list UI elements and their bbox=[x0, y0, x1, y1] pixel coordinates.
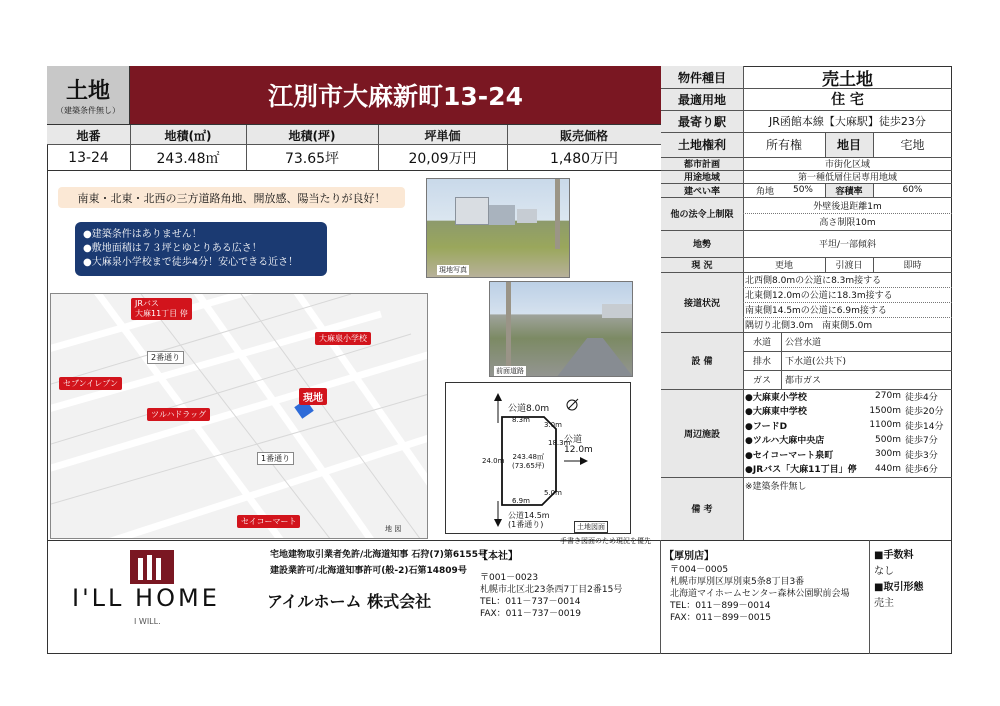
address-title: 江別市大麻新町13-24 bbox=[130, 66, 661, 125]
hq-line: TEL：011－737－0014 bbox=[480, 597, 581, 607]
site-photo bbox=[426, 178, 570, 278]
nearby-walk: 徒歩7分 bbox=[905, 436, 938, 446]
nearby-name: ●フードD bbox=[745, 421, 788, 432]
land-type-box bbox=[47, 66, 130, 125]
nearby-distance: 440m bbox=[875, 463, 901, 474]
highlight-bullets bbox=[75, 222, 327, 276]
survey-caption: 土地図面 bbox=[574, 521, 608, 533]
coverage-value: 50% bbox=[792, 185, 813, 195]
survey-diagram bbox=[445, 382, 631, 534]
map-tag-tsuruha: ツルハドラッグ bbox=[147, 408, 210, 421]
chimoku-value: 宅地 bbox=[900, 138, 925, 152]
nearby-name: ●大麻東中学校 bbox=[745, 407, 807, 417]
deal-value: 売主 bbox=[874, 598, 894, 609]
road-photo bbox=[489, 281, 633, 377]
chimoku-label: 地目 bbox=[825, 132, 873, 157]
highlight-bullet: ●敷地面積は７３坪とゆとりある広さ！ bbox=[83, 243, 262, 254]
summary-area-tsubo: 73.65坪 bbox=[284, 151, 340, 167]
road-corner-cut: 隅切り北側3.0m 南東側5.0m bbox=[745, 321, 873, 331]
fee-value: なし bbox=[874, 566, 894, 577]
road-label: 接道状況 bbox=[661, 272, 743, 332]
company-name: アイルホーム 株式会社 bbox=[267, 592, 432, 611]
nearby-name: ●ツルハ大麻中央店 bbox=[745, 436, 825, 446]
status-value: 更地 bbox=[774, 261, 793, 271]
nearby-distance: 270m bbox=[875, 391, 901, 401]
utility-value: 下水道(公共下) bbox=[785, 357, 847, 367]
survey-right-road: 公道 12.0m bbox=[564, 435, 593, 455]
site-photo-caption: 現地写真 bbox=[439, 266, 467, 274]
hq-line: 札幌市北区北23条西7丁目2番15号 bbox=[480, 585, 623, 595]
summary-price: 1,480万円 bbox=[549, 151, 619, 167]
city-plan-label: 都市計画 bbox=[661, 157, 743, 170]
terrain-label: 地勢 bbox=[661, 230, 743, 257]
map-footer-label: 地 図 bbox=[385, 525, 402, 533]
zoning-value: 第一種低層住居専用地域 bbox=[797, 173, 897, 183]
survey-bottom-edge: 6.9m bbox=[512, 497, 530, 505]
map-tag-school: 大麻泉小学校 bbox=[315, 332, 371, 345]
road-southeast: 南東側14.5mの公道に6.9m接する bbox=[745, 306, 887, 316]
survey-left-edge: 24.0m bbox=[482, 457, 505, 465]
summary-header-lot: 地番 bbox=[76, 128, 101, 143]
rights-value: 所有権 bbox=[765, 138, 802, 152]
land-label: 土地 bbox=[65, 79, 110, 104]
survey-top-edge: 8.3m bbox=[512, 416, 530, 424]
company-logo-sub: I WILL. bbox=[134, 617, 161, 626]
city-plan-value: 市街化区域 bbox=[824, 160, 870, 170]
license-realestate: 宅地建物取引業者免許/北海道知事 石狩(7)第6155号 bbox=[270, 550, 487, 560]
map-street-1: 1番通り bbox=[257, 452, 294, 465]
branch-line: FAX：011－899－0015 bbox=[670, 613, 771, 623]
company-logo-mark bbox=[130, 550, 174, 584]
branch-label: 【厚別店】 bbox=[664, 551, 714, 562]
handover-value: 即時 bbox=[903, 261, 922, 271]
best-use-label: 最適用地 bbox=[661, 88, 743, 110]
summary-header-unit-price: 坪単価 bbox=[424, 128, 461, 143]
land-sub-label: （建築条件無し） bbox=[56, 106, 120, 115]
branch-line: 〒004－0005 bbox=[670, 565, 729, 575]
road-photo-caption: 前面道路 bbox=[496, 367, 524, 375]
utility-name: ガス bbox=[752, 376, 771, 386]
summary-area-m2: 243.48㎡ bbox=[156, 151, 220, 167]
summary-header-row bbox=[47, 125, 661, 145]
map-tag-seico: セイコーマート bbox=[237, 515, 300, 528]
survey-corner-north: 3.0m bbox=[544, 421, 562, 429]
summary-lot: 13-24 bbox=[68, 150, 109, 166]
nearby-name: ●大麻東小学校 bbox=[745, 392, 807, 403]
survey-top-road: 公道8.0m bbox=[508, 404, 550, 414]
nearby-distance: 300m bbox=[875, 449, 901, 459]
summary-header-area-m2: 地積(㎡) bbox=[164, 128, 212, 143]
regs-height: 高さ制限10m bbox=[819, 218, 876, 228]
location-map bbox=[50, 293, 428, 539]
highlight-banner: 南東・北東・北西の三方道路角地、開放感、陽当たりが良好！ bbox=[58, 187, 405, 208]
fee-label: ■手数料 bbox=[874, 550, 914, 561]
road-northwest: 北西側8.0mの公道に8.3m接する bbox=[745, 276, 882, 286]
zoning-label: 用途地域 bbox=[661, 170, 743, 183]
nearby-distance: 500m bbox=[875, 434, 901, 445]
facility-label: 設 備 bbox=[661, 332, 743, 389]
far-value: 60% bbox=[902, 185, 923, 195]
highlight-bullet: ●建築条件はありません！ bbox=[83, 229, 202, 240]
hq-line: FAX：011－737－0019 bbox=[480, 609, 581, 619]
company-logo-text: I'LL HOME bbox=[72, 584, 220, 612]
nearby-walk: 徒歩4分 bbox=[905, 392, 938, 403]
summary-header-area-tsubo: 地積(坪) bbox=[288, 128, 336, 143]
station-value: JR函館本線【大麻駅】徒歩23分 bbox=[769, 115, 926, 128]
terrain-value: 平坦/一部傾斜 bbox=[818, 240, 877, 250]
regs-setback: 外壁後退距離1m bbox=[813, 201, 882, 212]
nearby-name: ●セイコーマート泉町 bbox=[745, 450, 834, 461]
utility-name: 排水 bbox=[752, 357, 771, 367]
coverage-corner: 角地 bbox=[755, 186, 774, 197]
nearby-distance: 1100m bbox=[869, 420, 901, 430]
status-label: 現 況 bbox=[661, 257, 743, 272]
nearby-walk: 徒歩6分 bbox=[905, 465, 938, 475]
summary-header-price: 販売価格 bbox=[559, 128, 608, 143]
nearby-walk: 徒歩14分 bbox=[905, 421, 944, 432]
nearby-walk: 徒歩3分 bbox=[905, 450, 938, 461]
remarks-value: ※建築条件無し bbox=[745, 481, 807, 492]
best-use-value: 住 宅 bbox=[831, 92, 864, 108]
utility-name: 水道 bbox=[752, 338, 771, 348]
road-northeast: 北東側12.0mの公道に18.3m接する bbox=[745, 291, 893, 301]
branch-line: 北海道マイホームセンター森林公園駅前会場 bbox=[670, 589, 850, 599]
survey-corner-south: 5.0m bbox=[544, 489, 562, 497]
summary-value-row bbox=[47, 146, 661, 170]
license-construction: 建設業許可/北海道知事許可(般-2)石第14809号 bbox=[270, 566, 467, 576]
nearby-label: 周辺施設 bbox=[661, 389, 743, 477]
nearby-walk: 徒歩20分 bbox=[905, 407, 944, 417]
nearby-name: ●JRバス「大麻11丁目」停 bbox=[745, 465, 857, 475]
far-label: 容積率 bbox=[825, 183, 873, 197]
rights-label: 土地権利 bbox=[661, 132, 743, 157]
map-street-2: 2番通り bbox=[147, 351, 184, 364]
branch-line: TEL：011－899－0014 bbox=[670, 601, 771, 611]
branch-address bbox=[670, 564, 849, 624]
station-label: 最寄り駅 bbox=[661, 110, 743, 132]
map-tag-site: 現地 bbox=[299, 388, 327, 405]
map-tag-bus: JRバス 大麻11丁目 停 bbox=[131, 298, 192, 320]
handover-label: 引渡日 bbox=[835, 261, 863, 271]
survey-bottom-road: 公道14.5m (1番通り) bbox=[508, 511, 550, 529]
coverage-label: 建ぺい率 bbox=[661, 183, 743, 197]
map-roads bbox=[51, 294, 428, 539]
highlight-bullet: ●大麻泉小学校まで徒歩4分！安心できる近さ！ bbox=[83, 257, 299, 268]
branch-line: 札幌市厚別区厚別東5条8丁目3番 bbox=[670, 577, 805, 587]
utility-value: 公営水道 bbox=[785, 338, 822, 348]
hq-line: 〒001－0023 bbox=[480, 573, 539, 583]
hq-label: 【本社】 bbox=[478, 551, 518, 562]
summary-unit-price: 20,09万円 bbox=[408, 151, 477, 167]
survey-area: 243.48㎡ (73.65坪) bbox=[512, 453, 545, 470]
deal-label: ■取引形態 bbox=[874, 582, 924, 593]
property-type-value: 売土地 bbox=[822, 69, 873, 90]
property-type-label: 物件種目 bbox=[661, 66, 743, 88]
hq-address bbox=[480, 572, 622, 620]
remarks-label: 備 考 bbox=[661, 477, 743, 540]
spec-table bbox=[661, 66, 952, 540]
survey-note: 手書き図面のため現況を優先 bbox=[560, 537, 651, 545]
map-tag-seven: セブンイレブン bbox=[59, 377, 122, 390]
regs-label: 他の法令上制限 bbox=[661, 197, 743, 230]
nearby-distance: 1500m bbox=[869, 405, 901, 416]
survey-right-edge: 18.3m bbox=[548, 439, 571, 447]
utility-value: 都市ガス bbox=[785, 376, 822, 386]
